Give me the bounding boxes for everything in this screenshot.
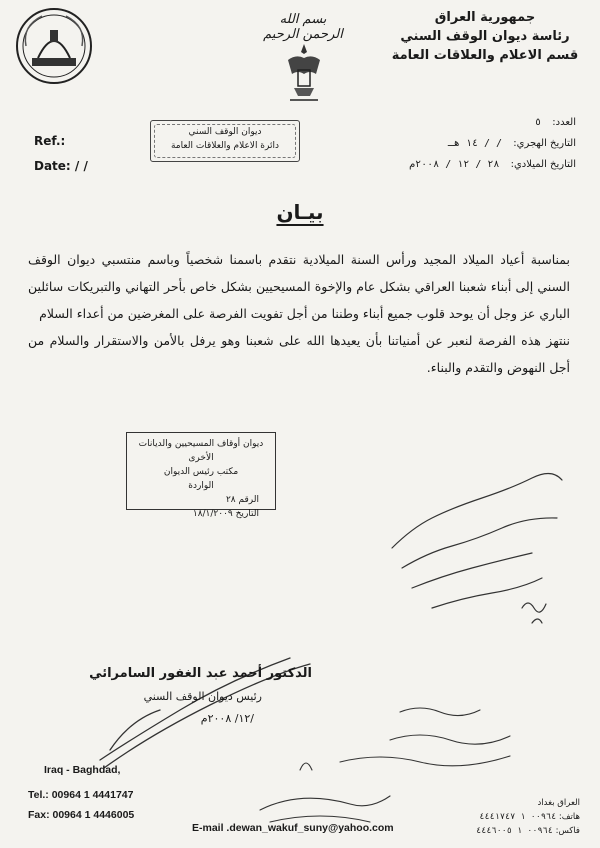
ministry-logo-icon <box>14 6 94 86</box>
presidency-name: رئاسة ديوان الوقف السني <box>400 29 570 44</box>
department-stamp <box>150 120 300 162</box>
number-row <box>326 112 576 133</box>
basmala: بسم الله الرحمن الرحيم <box>263 12 343 42</box>
iraq-eagle-emblem-icon <box>284 40 324 106</box>
document-meta <box>326 112 576 175</box>
footer-contact-en <box>28 760 134 825</box>
footer-ar-tel: ٠٠٩٦٤ ١ ٤٤٤١٧٤٧ <box>479 812 557 822</box>
body-paragraph-2: ننتهز هذه الفرصة لنعبر عن أمنياتنا بأن يعيدها الله على شعبنا وهو يرفل بالأمن والاستقرار والسلام من أجل النهوض والتقدم والبناء. <box>28 333 570 375</box>
footer-email: E-mail .dewan_wakuf_suny@yahoo.com <box>192 822 394 834</box>
country-name: جمهورية العراق <box>434 10 536 25</box>
page-title: بيـان <box>276 200 324 224</box>
department-name: قسم الاعلام والعلاقات العامة <box>391 48 579 63</box>
gregorian-date-row <box>326 154 576 175</box>
signature-date: /١٢/ ٢٠٠٨م <box>200 712 254 725</box>
footer-ar-fax-label: فاكس: <box>555 826 580 836</box>
gregorian-label: التاريخ الميلادي: <box>510 159 576 170</box>
body-paragraph-1: بمناسبة أعياد الميلاد المجيد ورأس السنة الميلادية نتقدم باسمنا شخصياً وباسم منتسبي ديوان الوقف السني إلى أبناء شعبنا العراقي بشكل عام والإخوة المسيحيين بشكل خاص بأحر التهاني والتبريكات سائلين الباري عز وجل أن يوحد قلوب جميع أبناء وطننا من أجل تفويت الفرصة على المغرضين من أعداء السلام <box>28 252 570 321</box>
ref-block <box>34 134 88 184</box>
hijri-date-row <box>326 133 576 154</box>
letterhead <box>380 8 590 65</box>
date-label: Date: / / <box>34 159 88 173</box>
hijri-label: التاريخ الهجري: <box>513 138 576 149</box>
signatory-name: الدكتور أحمد عبد الغفور السامرائي <box>89 666 312 681</box>
received-stamp-line-1: ديوان أوقاف المسيحيين والديانات الأخرى <box>138 439 264 463</box>
footer-city: Iraq - Baghdad, <box>44 764 121 776</box>
received-stamp-line-2: مكتب رئيس الديوان <box>163 467 239 477</box>
footer-ar-tel-label: هاتف: <box>558 812 580 822</box>
number-value: ٥ <box>535 117 542 128</box>
footer-contact-ar <box>380 796 580 838</box>
footer-ar-city: العراق بغداد <box>537 798 580 808</box>
hijri-value: / / ١٤ هـ <box>447 138 503 149</box>
statement-body <box>28 246 570 381</box>
signatory-title: رئيس ديوان الوقف السني <box>143 690 262 703</box>
received-stamp-line-3: الواردة <box>188 481 214 491</box>
footer-ar-tel-row <box>380 810 580 824</box>
received-stamp-date: التاريخ ١٨/١/٢٠٠٩ <box>192 509 259 519</box>
stamp-line-2: دائرة الاعلام والعلاقات العامة <box>170 141 279 151</box>
footer-ar-fax: ٠٠٩٦٤ ١ ٤٤٤٦٠٠٥ <box>476 826 553 836</box>
footer-ar-fax-row <box>380 824 580 838</box>
ref-label: Ref.: <box>34 134 66 148</box>
footer-fax: Fax: 00964 1 4446005 <box>28 809 135 821</box>
number-label: العدد: <box>552 117 576 128</box>
received-stamp-number: الرقم ٢٨ <box>225 495 259 505</box>
received-stamp <box>126 432 276 519</box>
handwritten-annotation <box>372 458 572 648</box>
gregorian-value: ٢٨ / ١٢ / ٢٠٠٨م <box>409 159 500 170</box>
stamp-line-1: ديوان الوقف السني <box>188 127 262 137</box>
footer-tel: Tel.: 00964 1 4441747 <box>28 789 134 801</box>
